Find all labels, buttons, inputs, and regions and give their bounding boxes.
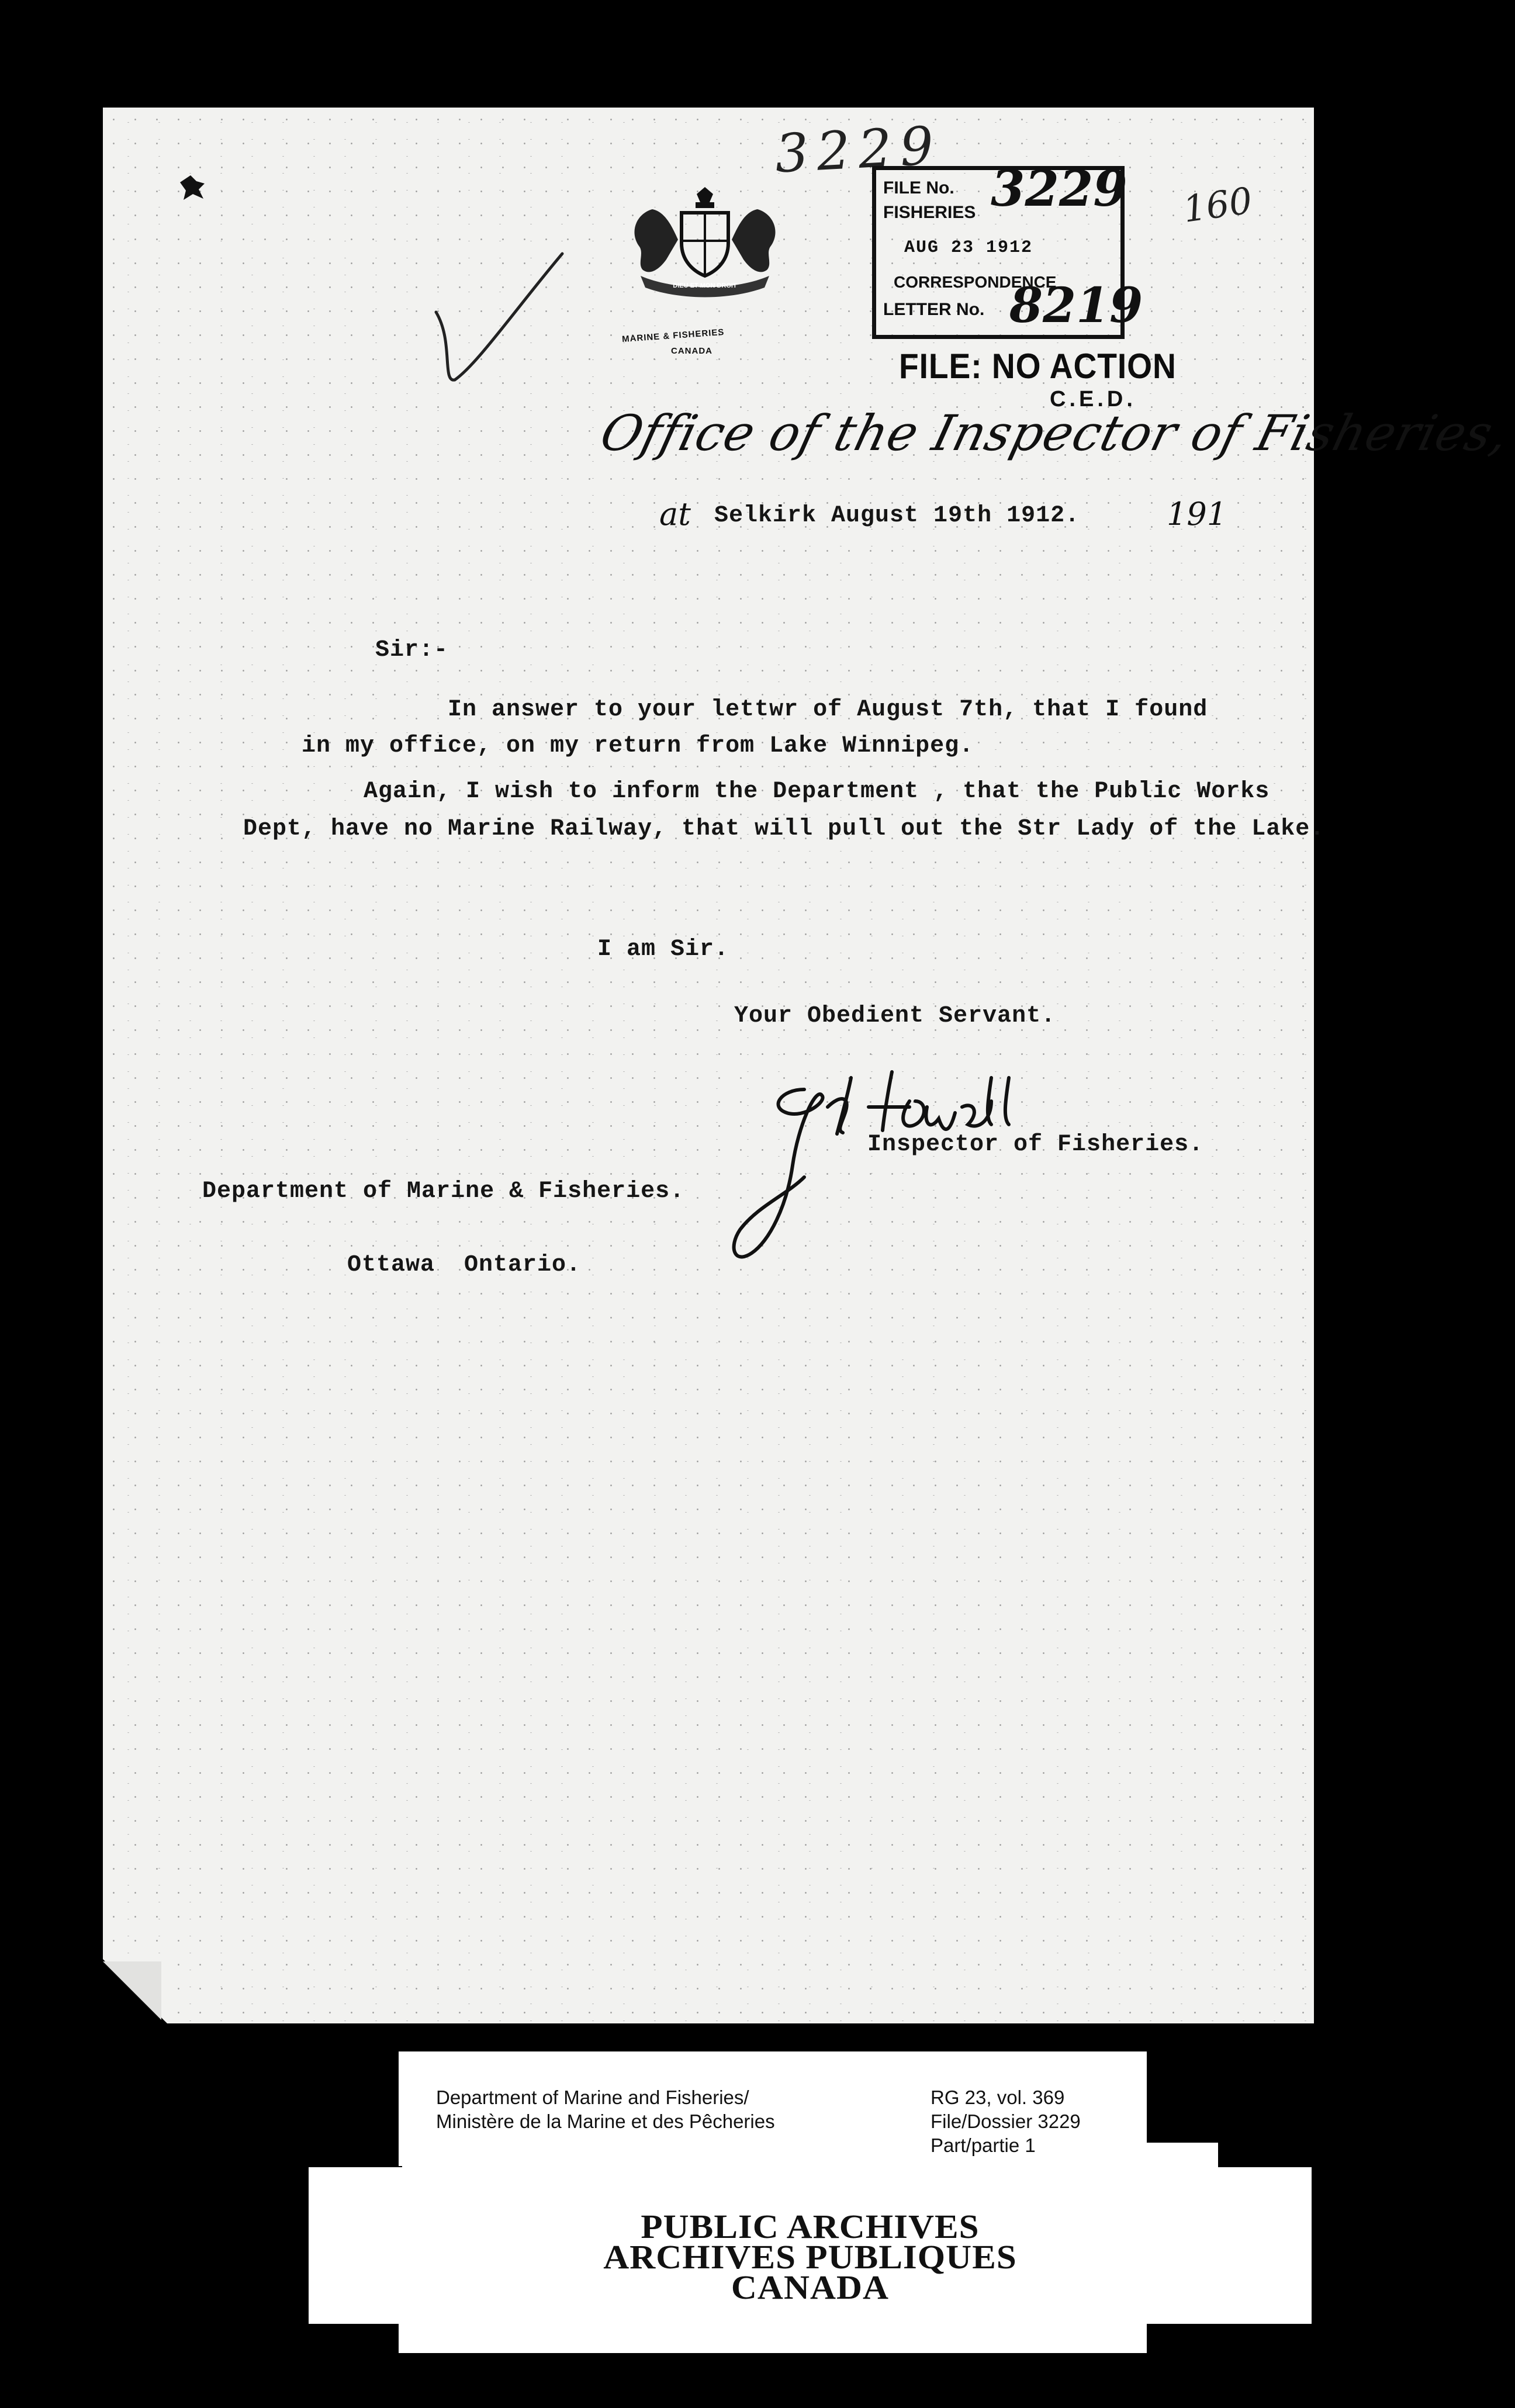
crest-caption-canada: CANADA <box>671 346 712 356</box>
year-preprint: 191 <box>1167 496 1227 532</box>
ink-blot <box>175 171 210 206</box>
label-part: Part/partie 1 <box>931 2134 1036 2156</box>
file-number-pencil: 3229 <box>773 115 943 185</box>
letterhead-title: Office of the Inspector of Fisheries, <box>594 404 1515 462</box>
place-prefix: at <box>659 496 691 532</box>
archive-reference-label <box>399 2051 1147 2166</box>
archives-line-1: PUBLIC ARCHIVES <box>641 2208 980 2246</box>
paragraph1-line2: in my office, on my return from Lake Winnipeg. <box>302 733 974 759</box>
stamp-letter-number: 8219 <box>1009 278 1143 334</box>
crest-caption-marine: MARINE & FISHERIES <box>621 327 725 345</box>
signature <box>717 1066 1137 1265</box>
archives-line-3: CANADA <box>731 2268 890 2306</box>
salutation: Sir:- <box>375 637 449 663</box>
public-archives-stamp <box>309 2208 1312 2306</box>
stamp-received-date: AUG 23 1912 <box>904 238 1033 258</box>
label-dept-en: Department of Marine and Fisheries/ <box>436 2087 749 2108</box>
stamp-file-label: FILE No. <box>883 178 954 198</box>
stamp-correspondence-label: CORRESPONDENCE <box>894 273 1057 291</box>
stamp-letter-label: LETTER No. <box>883 300 985 319</box>
label-file: File/Dossier 3229 <box>931 2111 1081 2132</box>
paragraph1-line1: In answer to your lettwr of August 7th, that I found <box>448 697 1208 723</box>
archives-line-2: ARCHIVES PUBLIQUES <box>603 2238 1017 2276</box>
archives-band <box>309 2143 1312 2324</box>
crest-motto: DIEU ET MON DROIT <box>673 282 737 289</box>
file-registry-stamp <box>872 160 1143 339</box>
label-rg: RG 23, vol. 369 <box>931 2087 1065 2108</box>
initials-stamp: C.E.D. <box>1050 387 1136 411</box>
no-action-stamp: FILE: NO ACTION <box>899 347 1177 386</box>
addressee-department: Department of Marine & Fisheries. <box>202 1178 685 1205</box>
date-line: Selkirk August 19th 1912. <box>714 503 1080 529</box>
closing-obedient-servant: Your Obedient Servant. <box>734 1003 1056 1029</box>
margin-number: 160 <box>1180 179 1255 231</box>
signature-title: Inspector of Fisheries. <box>867 1132 1204 1158</box>
paragraph2-line1: Again, I wish to inform the Department , that the Public Works <box>364 779 1270 805</box>
letter-page <box>103 108 1515 2023</box>
paragraph2-line2: Dept, have no Marine Railway, that will pull out the Str Lady of the Lake. <box>243 816 1325 842</box>
stamp-file-number: 3229 <box>991 160 1127 217</box>
royal-crest-icon <box>617 182 793 328</box>
checkmark-icon <box>430 248 570 400</box>
closing-i-am-sir: I am Sir. <box>597 936 729 963</box>
addressee-city: Ottawa Ontario. <box>347 1252 582 1278</box>
label-dept-fr: Ministère de la Marine et des Pêcheries <box>436 2111 775 2132</box>
stamp-fisheries-label: FISHERIES <box>883 203 976 222</box>
